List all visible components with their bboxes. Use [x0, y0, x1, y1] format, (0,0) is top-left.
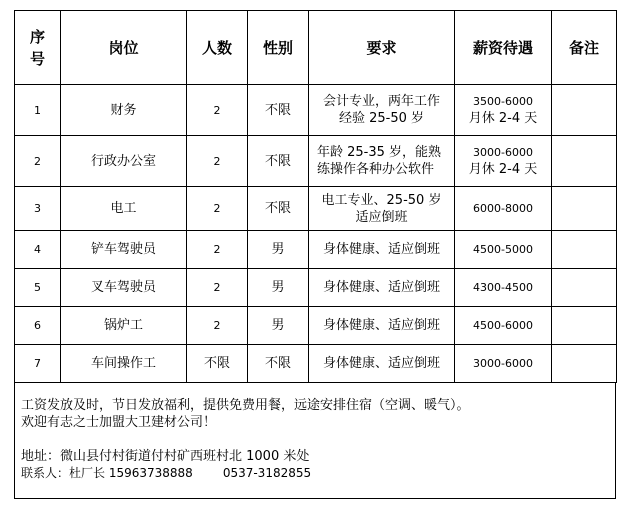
cell-count: 2: [187, 85, 248, 136]
cell-position: 叉车驾驶员: [61, 269, 187, 307]
cell-no: 2: [15, 136, 61, 187]
cell-gender: 不限: [248, 136, 309, 187]
cell-position: 铲车驾驶员: [61, 231, 187, 269]
cell-requirement: 身体健康、适应倒班: [309, 345, 455, 383]
cell-count: 2: [187, 136, 248, 187]
cell-note: [552, 136, 617, 187]
cell-gender: 男: [248, 269, 309, 307]
cell-gender: 不限: [248, 85, 309, 136]
req-line: 适应倒班: [355, 209, 408, 225]
header-row: [15, 11, 617, 85]
cell-count: 2: [187, 269, 248, 307]
cell-gender: 不限: [248, 187, 309, 231]
salary-line: 3000-6000: [473, 146, 533, 159]
cell-salary: 6000-8000: [455, 187, 552, 231]
cell-salary: 4300-4500: [455, 269, 552, 307]
cell-gender: 不限: [248, 345, 309, 383]
req-line: 经验 25-50 岁: [338, 111, 425, 126]
cell-count: 不限: [187, 345, 248, 383]
cell-position: 电工: [61, 187, 187, 231]
table-row: [15, 136, 617, 187]
cell-salary: [455, 136, 552, 187]
cell-salary: 4500-5000: [455, 231, 552, 269]
notes-box: [14, 383, 616, 499]
salary-line: 3500-6000: [473, 95, 533, 108]
cell-position: 行政办公室: [61, 136, 187, 187]
cell-no: 5: [15, 269, 61, 307]
req-line: 练操作各种办公软件: [317, 162, 435, 177]
cell-gender: 男: [248, 307, 309, 345]
table-row: [15, 345, 617, 383]
benefits-text: 工资发放及时，节日发放福利，提供免费用餐，远途安排住宿（空调、暖气）。: [21, 398, 470, 413]
header-count: 人数: [187, 11, 248, 85]
req-line: 年龄 25-35 岁，能熟: [317, 145, 442, 160]
cell-count: 2: [187, 307, 248, 345]
cell-no: 4: [15, 231, 61, 269]
cell-note: [552, 231, 617, 269]
cell-note: [552, 307, 617, 345]
cell-salary: 3000-6000: [455, 345, 552, 383]
header-requirement: 要求: [309, 11, 455, 85]
cell-note: [552, 269, 617, 307]
header-salary: 薪资待遇: [455, 11, 552, 85]
cell-requirement: [309, 85, 455, 136]
cell-count: 2: [187, 231, 248, 269]
salary-line: 月休 2-4 天: [468, 111, 538, 126]
contact-line: [21, 465, 615, 482]
salary-line: 月休 2-4 天: [468, 162, 538, 177]
cell-salary: 4500-6000: [455, 307, 552, 345]
contact-person: 联系人：杜厂长 15963738888: [21, 466, 193, 480]
cell-note: [552, 85, 617, 136]
header-note: 备注: [552, 11, 617, 85]
address-text: 地址：微山县付村街道付村矿西班村北 1000 米处: [21, 449, 310, 464]
cell-position: 车间操作工: [61, 345, 187, 383]
table-row: [15, 85, 617, 136]
table-row: [15, 307, 617, 345]
cell-count: 2: [187, 187, 248, 231]
req-line: 会计专业，两年工作: [322, 94, 440, 109]
cell-no: 3: [15, 187, 61, 231]
table-row: [15, 231, 617, 269]
header-position: 岗位: [61, 11, 187, 85]
table-row: [15, 269, 617, 307]
job-table: [14, 10, 617, 383]
cell-no: 1: [15, 85, 61, 136]
cell-note: [552, 345, 617, 383]
cell-salary: [455, 85, 552, 136]
table-row: [15, 187, 617, 231]
cell-requirement: 身体健康、适应倒班: [309, 231, 455, 269]
cell-requirement: [309, 136, 455, 187]
cell-position: 锅炉工: [61, 307, 187, 345]
cell-no: 7: [15, 345, 61, 383]
header-serial: 序号: [15, 11, 61, 85]
cell-gender: 男: [248, 231, 309, 269]
cell-note: [552, 187, 617, 231]
cell-requirement: [309, 187, 455, 231]
contact-phone-landline: 0537-3182855: [222, 466, 312, 480]
recruitment-sheet: [14, 10, 616, 499]
cell-no: 6: [15, 307, 61, 345]
welcome-text: 欢迎有志之士加盟大卫建材公司！: [21, 415, 217, 430]
cell-requirement: 身体健康、适应倒班: [309, 269, 455, 307]
req-line: 电工专业、25-50 岁: [321, 192, 442, 208]
cell-requirement: 身体健康、适应倒班: [309, 307, 455, 345]
cell-position: 财务: [61, 85, 187, 136]
header-gender: 性别: [248, 11, 309, 85]
